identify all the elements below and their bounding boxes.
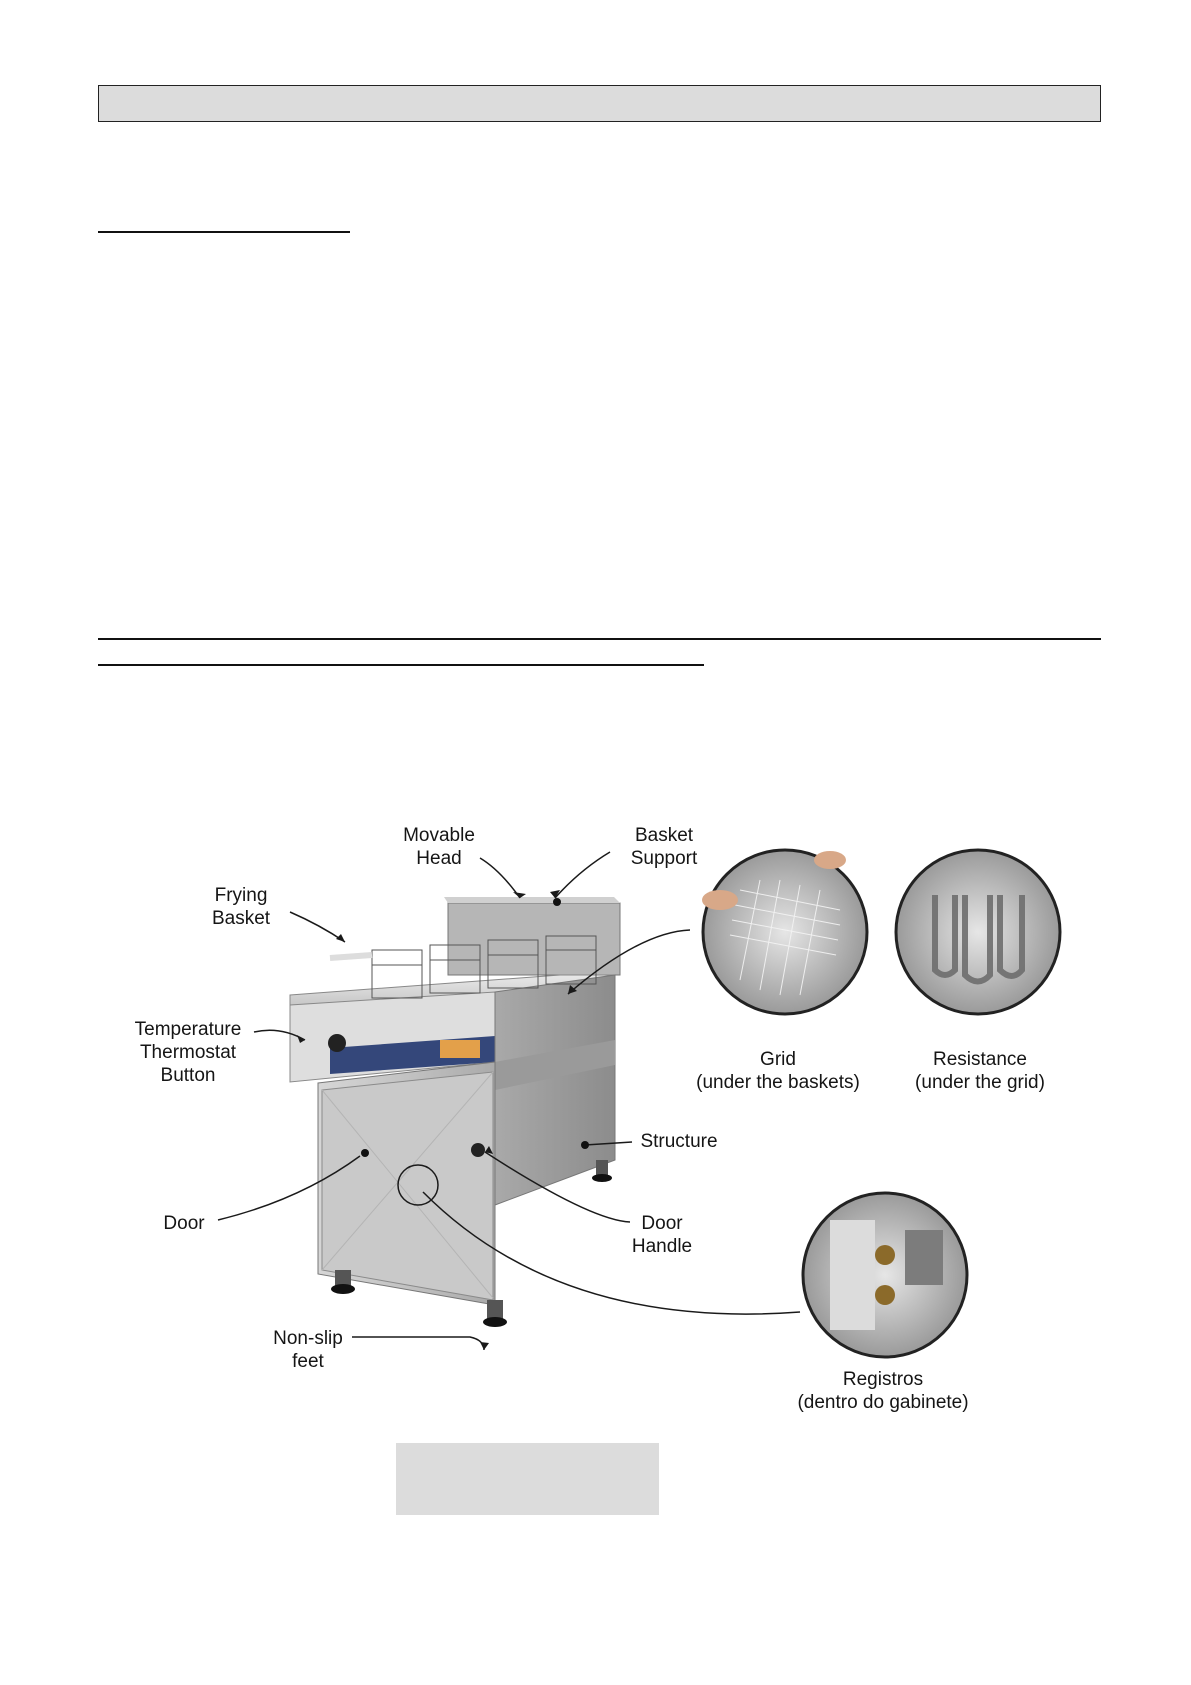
label-movable-head: Movable Head [403, 825, 475, 869]
label-basket-support: Basket Support [630, 825, 698, 869]
heading-underline-2 [98, 638, 1101, 640]
label-resistance: Resistance (under the grid) [915, 1049, 1045, 1093]
fryer-diagram [0, 800, 1191, 1440]
fryer-illustration [0, 800, 1191, 1440]
label-door: Door [163, 1213, 205, 1234]
label-temperature-thermostat: Temperature Thermostat Button [134, 1019, 242, 1086]
label-grid: Grid (under the baskets) [696, 1049, 860, 1093]
label-structure: Structure [640, 1131, 718, 1152]
section-header-bar [98, 85, 1101, 122]
label-registros: Registros (dentro do gabinete) [797, 1369, 969, 1413]
label-door-handle: Door Handle [631, 1213, 693, 1257]
label-non-slip-feet: Non-slip feet [273, 1328, 343, 1372]
heading-underline-3 [98, 664, 704, 666]
heading-underline-1 [98, 231, 350, 233]
caption-box [396, 1443, 659, 1515]
label-frying-basket: Frying Basket [211, 885, 271, 929]
